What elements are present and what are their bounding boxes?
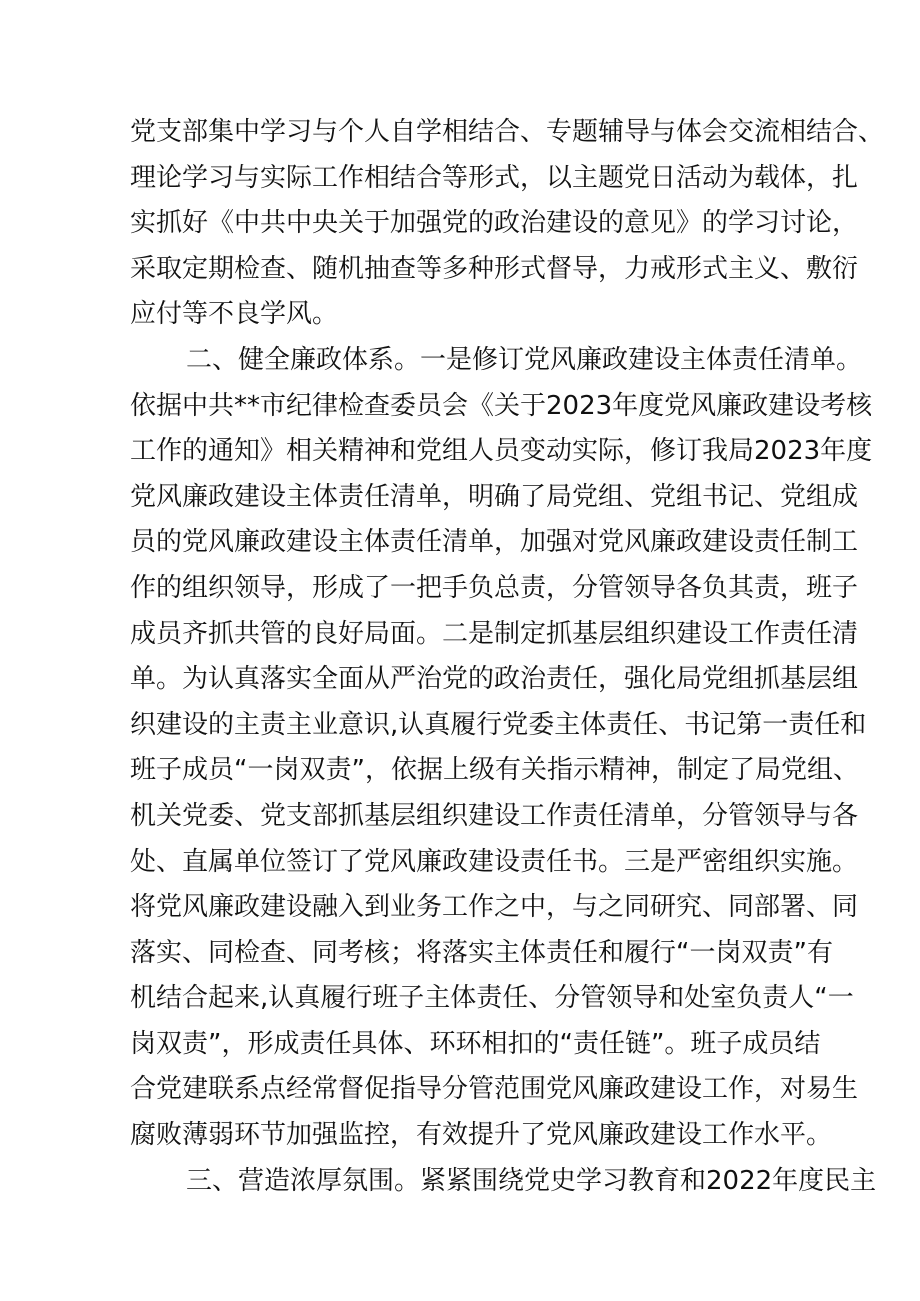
text-line: 党风廉政建设主体责任清单，明确了局党组、党组书记、党组成 bbox=[130, 481, 859, 512]
text-line: 作的组织领导，形成了一把手负总责，分管领导各负其责，班子 bbox=[130, 572, 859, 603]
text-line: 将党风廉政建设融入到业务工作之中，与之同研究、同部署、同 bbox=[130, 892, 859, 923]
text-line: 党支部集中学习与个人自学相结合、专题辅导与体会交流相结合、 bbox=[130, 117, 885, 147]
text-line: 织建设的主责主业意识,认真履行党委主体责任、书记第一责任和 bbox=[130, 709, 867, 740]
text-line: 班子成员“一岗双责”，依据上级有关指示精神，制定了局党组、 bbox=[130, 755, 859, 786]
text-line: 合党建联系点经常督促指导分管范围党风廉政建设工作，对易生 bbox=[130, 1074, 859, 1105]
text-line: 机关党委、党支部抓基层组织建设工作责任清单，分管领导与各 bbox=[130, 800, 859, 831]
text-line: 应付等不良学风。 bbox=[130, 299, 339, 330]
text-line: 理论学习与实际工作相结合等形式，以主题党日活动为载体，扎 bbox=[130, 162, 859, 193]
text-line: 落实、同检查、同考核；将落实主体责任和履行“一岗双责”有 bbox=[130, 937, 833, 968]
text-line: 腐败薄弱环节加强监控，有效提升了党风廉政建设工作水平。 bbox=[130, 1120, 833, 1151]
text-line: 实抓好《中共中央关于加强党的政治建设的意见》的学习讨论， bbox=[130, 208, 859, 239]
text-line: 机结合起来,认真履行班子主体责任、分管领导和处室负责人“一 bbox=[130, 983, 854, 1014]
text-line: 依据中共**市纪律检查委员会《关于2023年度党风廉政建设考核 bbox=[130, 390, 873, 421]
text-line: 单。为认真落实全面从严治党的政治责任，强化局党组抓基层组 bbox=[130, 664, 859, 695]
text-line: 岗双责”，形成责任具体、环环相扣的“责任链”。班子成员结 bbox=[130, 1028, 821, 1059]
section-heading-line: 二、健全廉政体系。一是修订党风廉政建设主体责任清单。 bbox=[186, 344, 863, 375]
text-line: 员的党风廉政建设主体责任清单，加强对党风廉政建设责任制工 bbox=[130, 527, 859, 558]
text-line: 采取定期检查、随机抽查等多种形式督导，力戒形式主义、敷衍 bbox=[130, 253, 859, 284]
text-line: 处、直属单位签订了党风廉政建设责任书。三是严密组织实施。 bbox=[130, 846, 859, 877]
text-line: 成员齐抓共管的良好局面。二是制定抓基层组织建设工作责任清 bbox=[130, 618, 859, 649]
text-line: 工作的通知》相关精神和党组人员变动实际，修订我局2023年度 bbox=[130, 436, 873, 467]
section-heading-line: 三、营造浓厚氛围。紧紧围绕党史学习教育和2022年度民主 bbox=[186, 1165, 877, 1196]
document-body bbox=[130, 110, 885, 1204]
